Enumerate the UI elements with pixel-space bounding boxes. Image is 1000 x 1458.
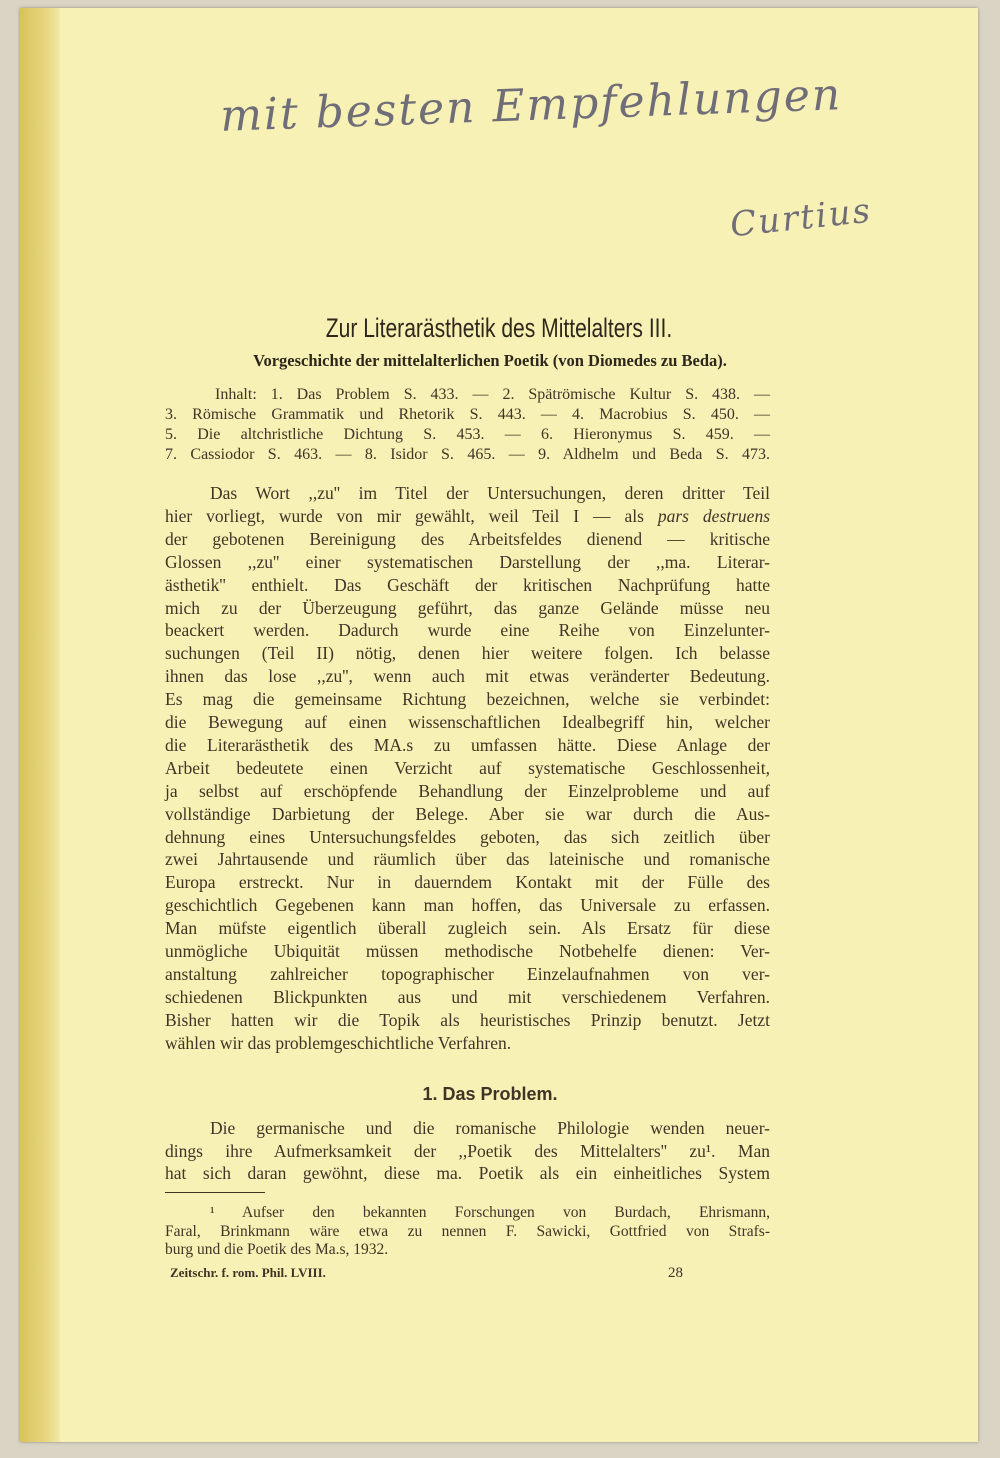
document-page (20, 8, 978, 1442)
body-line: unmögliche Ubiquität müssen methodische Notbehelfe dienen: Ver- (165, 941, 770, 961)
article-title: Zur Literarästhetik des Mittelalters III. (325, 313, 673, 343)
body-line: die Literarästhetik des MA.s zu umfassen hätte. Diese Anlage der (165, 734, 770, 755)
contents-line: Inhalt: 1. Das Problem S. 433. — 2. Spätrömische Kultur S. 438. — (215, 386, 770, 403)
binding-strip (20, 8, 60, 1442)
body-line: wählen wir das problemgeschichtliche Verfahren. (165, 1032, 512, 1053)
body-line: Bisher hatten wir die Topik als heuristisches Prinzip benutzt. Jetzt (165, 1009, 770, 1030)
body-line: schiedenen Blickpunkten aus und mit verschiedenem Verfahren. (165, 986, 770, 1007)
handwritten-signature: Curtius (728, 190, 874, 246)
contents-line: 3. Römische Grammatik und Rhetorik S. 443. — 4. Macrobius S. 450. — (165, 406, 770, 423)
page-number: 28 (668, 1265, 683, 1281)
body-line: Das Wort ,,zu'' im Titel der Untersuchungen, deren dritter Teil (210, 483, 770, 503)
body-line: Es mag die gemeinsame Richtung bezeichnen, welche sie verbindet: (165, 689, 770, 710)
body-line: beackert werden. Dadurch wurde eine Reihe von Einzelunter- (165, 620, 770, 641)
body-line: dings ihre Aufmerksamkeit der ,,Poetik des Mittelalters'' zu¹. Man (165, 1140, 770, 1161)
body-line: Glossen ,,zu'' einer systematischen Darstellung der ,,ma. Literar- (165, 551, 770, 572)
contents-line: 5. Die altchristliche Dichtung S. 453. — 6. Hieronymus S. 459. — (165, 426, 770, 443)
body-line: Arbeit bedeutete einen Verzicht auf systematische Geschlossenheit, (165, 757, 770, 778)
body-line (165, 506, 770, 527)
body-line: vollständige Darbietung der Belege. Aber sie war durch die Aus- (165, 803, 770, 824)
body-line: ja selbst auf erschöpfende Behandlung der Einzelprobleme und auf (165, 780, 770, 801)
body-line: ihnen das lose ,,zu'', wenn auch mit etwas veränderter Bedeutung. (165, 666, 770, 687)
body-line: hat sich daran gewöhnt, diese ma. Poetik als ein einheitliches System (165, 1163, 770, 1183)
contents-line: 7. Cassiodor S. 463. — 8. Isidor S. 465. — 9. Aldhelm und Beda S. 473. (165, 446, 770, 463)
body-line: der gebotenen Bereinigung des Arbeitsfeldes dienend — kritische (165, 528, 770, 549)
body-line: geschichtlich Gegebenen kann man hoffen, das Universale zu erfassen. (165, 895, 770, 916)
body-line: mich zu der Überzeugung geführt, das ganze Gelände müsse neu (165, 597, 770, 618)
journal-reference: Zeitschr. f. rom. Phil. LVIII. (170, 1265, 326, 1280)
body-line: suchungen (Teil II) nötig, denen hier weitere folgen. Ich belasse (165, 643, 770, 664)
article-subtitle: Vorgeschichte der mittelalterlichen Poetik (von Diomedes zu Beda). (253, 351, 727, 370)
footnote-line: burg und die Poetik des Ma.s, 1932. (165, 1241, 389, 1258)
body-line: die Bewegung auf einen wissenschaftlichen Idealbegriff hin, welcher (165, 712, 770, 732)
body-line: anstaltung zahlreicher topographischer Einzelaufnahmen von ver- (165, 963, 770, 984)
body-line: Europa erstreckt. Nur in dauerndem Kontakt mit der Fülle des (165, 872, 770, 893)
body-line: ästhetik'' enthielt. Das Geschäft der kritischen Nachprüfung hatte (165, 574, 770, 595)
section-heading: 1. Das Problem. (422, 1084, 558, 1104)
body-line: dehnung eines Untersuchungsfeldes geboten, das sich zeitlich über (165, 826, 770, 847)
body-line: Die germanische und die romanische Philologie wenden neuer- (210, 1118, 770, 1138)
footnote-line: ¹ Aufser den bekannten Forschungen von Burdach, Ehrismann, (210, 1204, 770, 1221)
footnote-divider (165, 1192, 265, 1193)
footnote-line: Faral, Brinkmann wäre etwa zu nennen F. Sawicki, Gottfried von Strafs- (165, 1222, 770, 1240)
line-text: hier vorliegt, wurde von mir gewählt, weil Teil I — als (165, 505, 658, 526)
italic-phrase: pars destruens (657, 505, 771, 526)
body-line: zwei Jahrtausende und räumlich über das lateinische und romanische (165, 849, 770, 870)
body-line: Man müfste eigentlich überall zugleich sein. Als Ersatz für diese (165, 918, 770, 939)
handwritten-dedication: mit besten Empfehlungen (219, 69, 843, 142)
